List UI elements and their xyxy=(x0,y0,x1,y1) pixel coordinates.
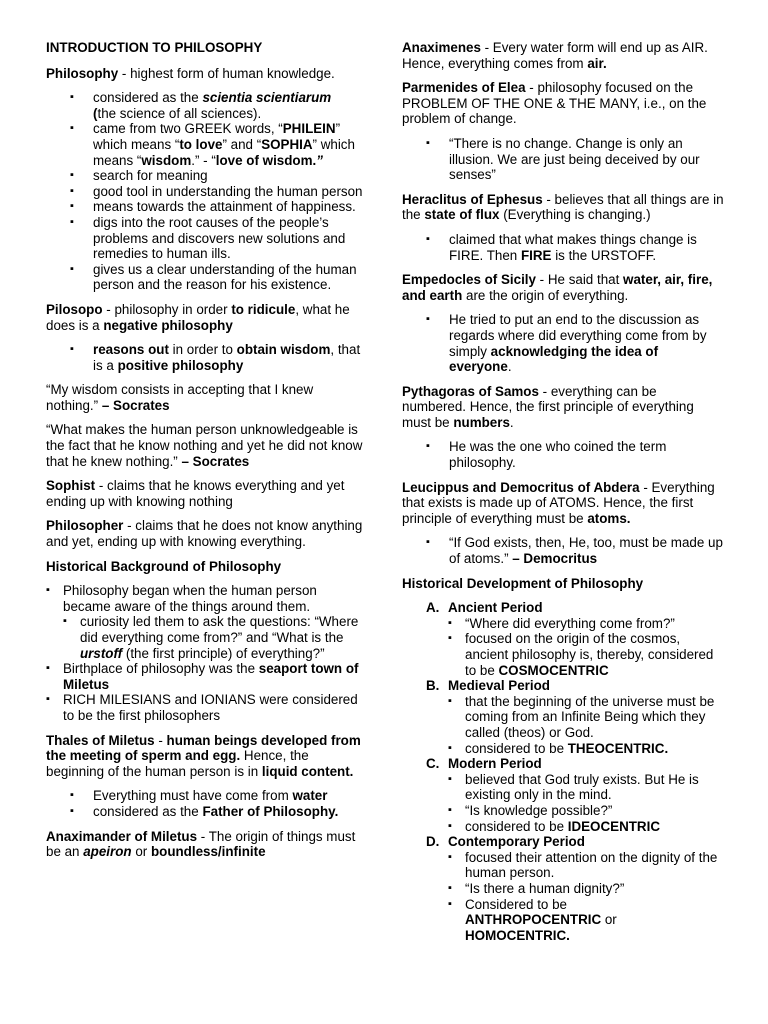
period-bullets xyxy=(448,616,724,678)
list-item: ▪ considered to be THEOCENTRIC. xyxy=(448,741,724,757)
list-item: ▪ search for meaning xyxy=(46,168,368,184)
pythagoras-bullets xyxy=(402,439,724,470)
list-item: ▪ believed that God truly exists. But He is existing only in the mind. xyxy=(448,772,724,803)
thales-bullets xyxy=(46,788,368,819)
list-item: ▪ curiosity led them to ask the questions: “Where did everything come from?” and “What is the urstoff (the first principle) of everything?” xyxy=(63,614,368,661)
leucippus-definition: Leucippus and Democritus of Abdera - Everything that exists is made up of ATOMS. Hence, the first principle of everything must be atoms. xyxy=(402,479,715,526)
list-item: ▪ “There is no change. Change is only an illusion. We are just being deceived by our senses” xyxy=(402,136,724,183)
period-bullets xyxy=(448,772,724,834)
document-title: INTRODUCTION TO PHILOSOPHY xyxy=(46,40,263,55)
period-letter: C. xyxy=(426,756,440,772)
list-item: ▪ “Is there a human dignity?” xyxy=(448,881,724,897)
period-name: Medieval Period xyxy=(448,678,550,694)
list-item: ▪ good tool in understanding the human person xyxy=(46,184,368,200)
heraclitus-bullets xyxy=(402,232,724,263)
period-modern xyxy=(402,756,724,834)
sub-list xyxy=(63,614,368,661)
list-item: ▪ He tried to put an end to the discussion as regards where did everything come from by simply acknowledging the idea of everyone. xyxy=(402,312,724,374)
pythagoras-definition: Pythagoras of Samos - everything can be numbered. Hence, the first principle of everything must be numbers. xyxy=(402,383,694,430)
left-column xyxy=(46,40,368,869)
empedocles-bullets xyxy=(402,312,724,374)
leucippus-bullets xyxy=(402,535,724,566)
period-name: Ancient Period xyxy=(448,600,543,616)
pilosopo-definition: Pilosopo - philosophy in order to ridicule, what he does is a negative philosophy xyxy=(46,301,350,333)
period-medieval xyxy=(402,678,724,756)
right-column xyxy=(402,40,724,943)
period-ancient xyxy=(402,600,724,678)
historical-background-bullets xyxy=(46,583,368,723)
list-item: ▪ Everything must have come from water xyxy=(46,788,368,804)
period-letter: A. xyxy=(426,600,440,616)
list-item: ▪ focused on the origin of the cosmos, ancient philosophy is, thereby, considered to be COSMOCENTRIC xyxy=(448,631,724,678)
period-bullets xyxy=(448,694,724,756)
list-item: ▪ considered to be IDEOCENTRIC xyxy=(448,819,724,835)
thales-definition: Thales of Miletus - human beings developed from the meeting of sperm and egg. Hence, the beginning of the human person is in liquid content. xyxy=(46,732,361,779)
philosophy-bullets xyxy=(46,90,368,293)
historical-background-heading: Historical Background of Philosophy xyxy=(46,558,282,574)
list-item: ▪ digs into the root causes of the people’s problems and discovers new solutions and remedies to human ills. xyxy=(46,215,368,262)
philosopher-definition: Philosopher - claims that he does not know anything and yet, ending up with knowing everything. xyxy=(46,518,363,550)
socrates-quote-1: “My wisdom consists in accepting that I knew nothing.” – Socrates xyxy=(46,382,314,413)
pilosopo-bullets xyxy=(46,342,368,373)
list-item: ▪ Considered to be ANTHROPOCENTRIC or HOMOCENTRIC. xyxy=(448,897,724,944)
parmenides-bullets xyxy=(402,136,724,183)
list-item: ▪ “Is knowledge possible?” xyxy=(448,803,724,819)
list-item: ▪ “If God exists, then, He, too, must be made up of atoms.” – Democritus xyxy=(402,535,724,566)
period-letter: B. xyxy=(426,678,440,694)
list-item: ▪ Birthplace of philosophy was the seaport town of Miletus xyxy=(46,661,368,692)
list-item: ▪ considered as the Father of Philosophy. xyxy=(46,804,368,820)
list-item: ▪ that the beginning of the universe must be coming from an Infinite Being which they called (theos) or God. xyxy=(448,694,724,741)
period-name: Modern Period xyxy=(448,756,542,772)
period-bullets xyxy=(448,850,724,944)
parmenides-definition: Parmenides of Elea - philosophy focused on the PROBLEM OF THE ONE & THE MANY, i.e., on the problem of change. xyxy=(402,80,707,127)
period-letter: D. xyxy=(426,834,440,850)
list-item: ▪ focused their attention on the dignity of the human person. xyxy=(448,850,724,881)
list-item: ▪ He was the one who coined the term philosophy. xyxy=(402,439,724,470)
list-item: ▪ RICH MILESIANS and IONIANS were considered to be the first philosophers xyxy=(46,692,368,723)
anaximander-definition: Anaximander of Miletus - The origin of things must be an apeiron or boundless/infinite xyxy=(46,828,356,860)
periods-list xyxy=(402,600,724,943)
list-item: ▪ means towards the attainment of happiness. xyxy=(46,199,368,215)
philosophy-definition: Philosophy - highest form of human knowledge. xyxy=(46,65,335,81)
period-contemporary xyxy=(402,834,724,943)
list-item: ▪ reasons out in order to obtain wisdom, that is a positive philosophy xyxy=(46,342,368,373)
period-name: Contemporary Period xyxy=(448,834,585,850)
sophist-definition: Sophist - claims that he knows everything and yet ending up with knowing nothing xyxy=(46,478,345,509)
list-item: ▪ Philosophy began when the human person became aware of the things around them. ▪ curiosity led them to ask the questions: “Where did everything come from?” and “What is the urstoff (the first principle) of everything?” xyxy=(46,583,368,661)
heraclitus-definition: Heraclitus of Ephesus - believes that all things are in the state of flux (Everything is changing.) xyxy=(402,191,724,223)
socrates-quote-2: “What makes the human person unknowledgeable is the fact that he know nothing and yet he did not know that he knew nothing.” – Socrates xyxy=(46,422,363,469)
list-item: ▪ gives us a clear understanding of the human person and the reason for his existence. xyxy=(46,262,368,293)
list-item: ▪ claimed that what makes things change is FIRE. Then FIRE is the URSTOFF. xyxy=(402,232,724,263)
list-item: ▪ came from two GREEK words, “PHILEIN” which means “to love” and “SOPHIA” which means “wisdom.” - “love of wisdom.” xyxy=(46,121,368,168)
empedocles-definition: Empedocles of Sicily - He said that water, air, fire, and earth are the origin of everything. xyxy=(402,272,713,303)
historical-development-heading: Historical Development of Philosophy xyxy=(402,575,644,591)
list-item: ▪ considered as the scientia scientiarum (the science of all sciences). xyxy=(46,90,368,121)
list-item: ▪ “Where did everything come from?” xyxy=(448,616,724,632)
anaximenes-definition: Anaximenes - Every water form will end up as AIR. Hence, everything comes from air. xyxy=(402,40,708,71)
